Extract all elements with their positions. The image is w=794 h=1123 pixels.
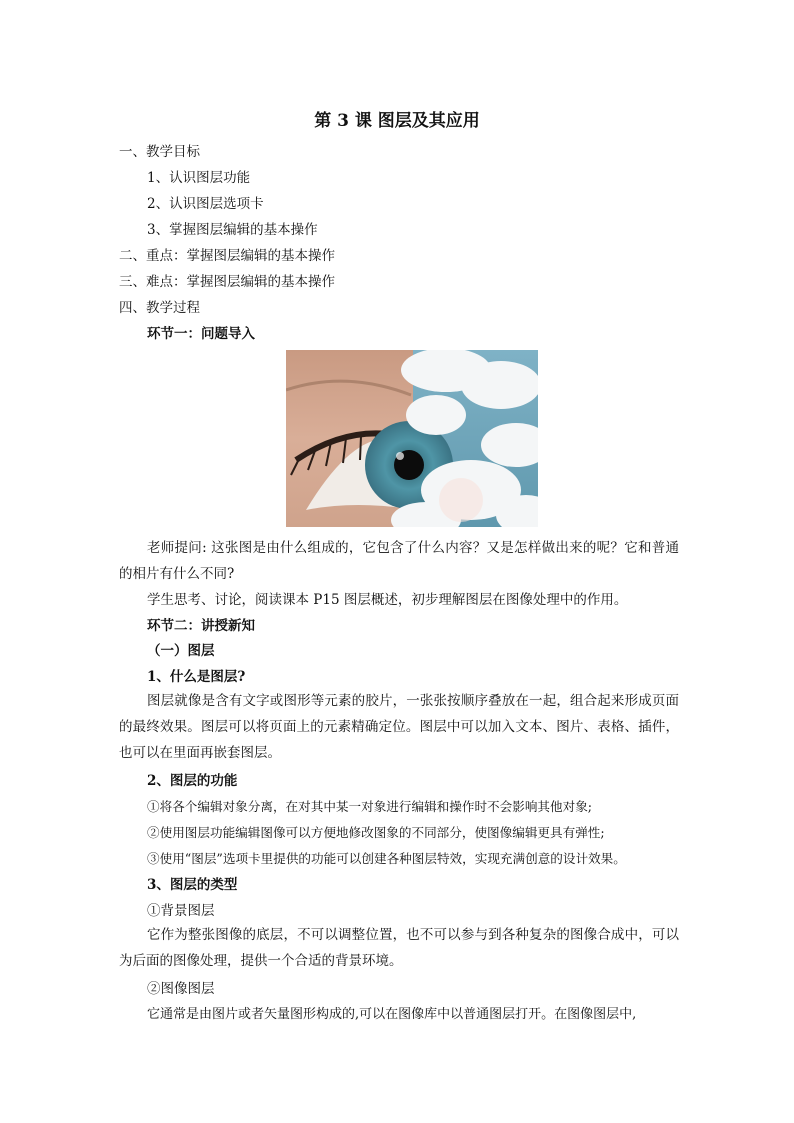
goal-item-2: 2、认识图层选项卡 <box>147 196 264 212</box>
function-item-1: ①将各个编辑对象分离，在对其中某一对象进行编辑和操作时不会影响其他对象; <box>147 799 593 814</box>
goals-heading: 一、教学目标 <box>119 144 200 160</box>
step1-heading: 环节一：问题导入 <box>147 326 255 342</box>
lesson-title: 第 3 课 图层及其应用 <box>314 111 480 131</box>
function-item-2: ②使用图层功能编辑图像可以方便地修改图象的不同部分，使图像编辑更具有弹性; <box>147 825 605 840</box>
goal-item-3: 3、掌握图层编辑的基本操作 <box>147 222 318 238</box>
layer-sub-heading: （一）图层 <box>147 643 215 659</box>
eye-cloud-composite-image <box>286 350 538 527</box>
function-item-3: ③使用“图层”选项卡里提供的功能可以创建各种图层特效，实现充满创意的设计效果。 <box>147 851 626 866</box>
what-is-layer-heading: 1、什么是图层? <box>147 669 246 685</box>
layer-types-heading: 3、图层的类型 <box>147 877 238 893</box>
teacher-question: 老师提问: 这张图是由什么组成的，它包含了什么内容？又是怎样做出来的呢？它和普通的相片有什么不同? <box>119 540 679 582</box>
difficulty-point: 三、难点：掌握图层编辑的基本操作 <box>119 274 335 290</box>
what-is-layer-text: 图层就像是含有文字或图形等元素的胶片，一张张按顺序叠放在一起，组合起来形成页面的最终效果。图层可以将页面上的元素精确定位。图层中可以加入文本、图片、表格、插件，也可以在里面再嵌套图层。 <box>119 693 679 761</box>
layer-function-heading: 2、图层的功能 <box>147 773 238 789</box>
image-layer-heading: ②图像图层 <box>147 981 215 997</box>
step2-heading: 环节二：讲授新知 <box>147 618 255 634</box>
student-activity: 学生思考、讨论，阅读课本 P15 图层概述，初步理解图层在图像处理中的作用。 <box>147 592 628 608</box>
key-point: 二、重点：掌握图层编辑的基本操作 <box>119 248 335 264</box>
process-heading: 四、教学过程 <box>119 300 200 316</box>
image-layer-text: 它通常是由图片或者矢量图形构成的,可以在图像库中以普通图层打开。在图像图层中, <box>147 1007 637 1022</box>
background-layer-text: 它作为整张图像的底层，不可以调整位置，也不可以参与到各种复杂的图像合成中，可以为后面的图像处理，提供一个合适的背景环境。 <box>119 927 679 969</box>
background-layer-heading: ①背景图层 <box>147 903 215 919</box>
goal-item-1: 1、认识图层功能 <box>147 170 251 186</box>
